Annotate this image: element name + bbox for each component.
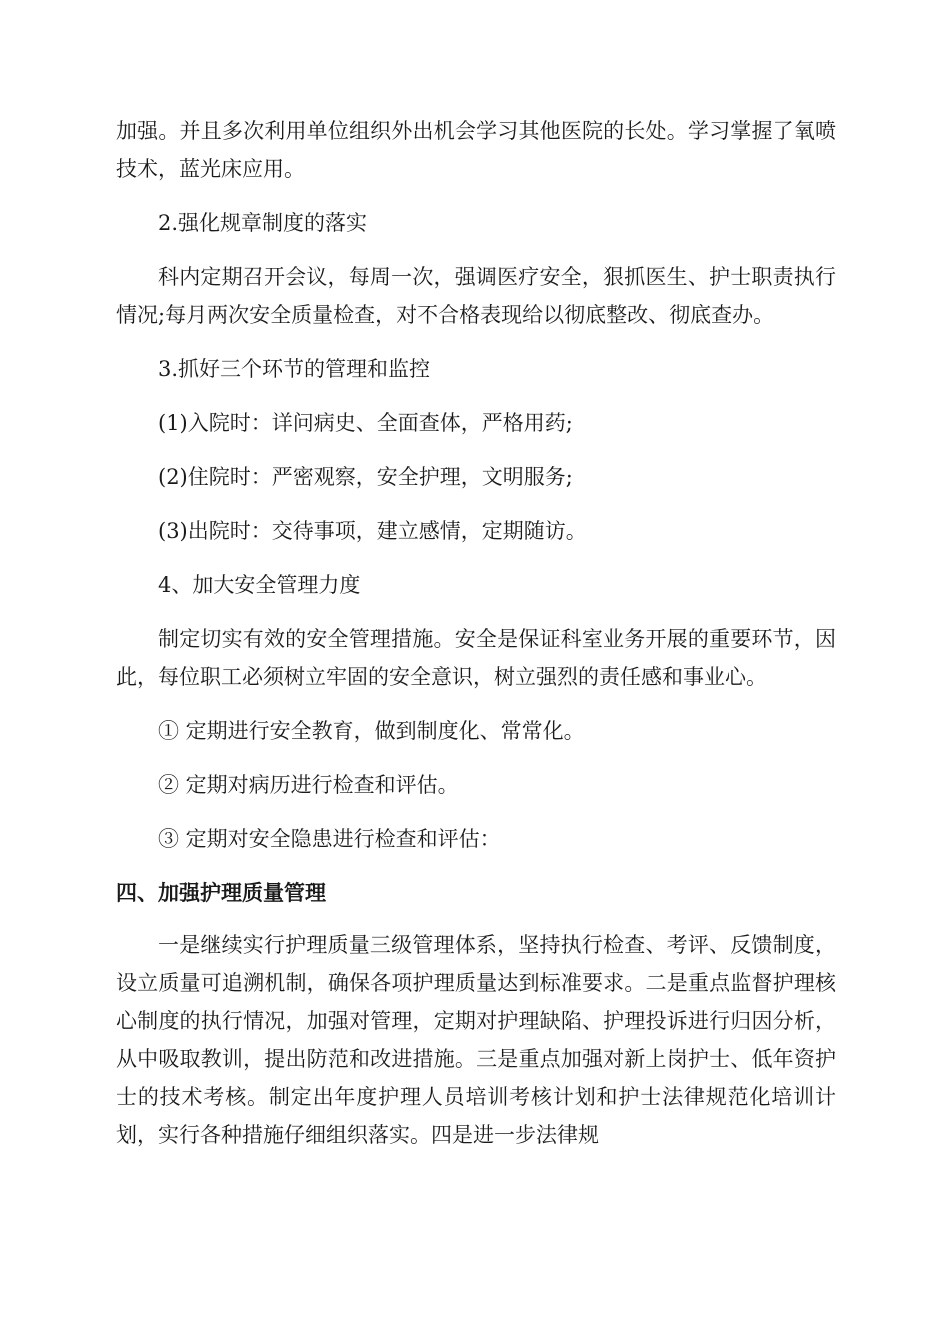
document-body [116, 112, 836, 1170]
subheading-safety: 4、加大安全管理力度 [158, 573, 361, 597]
list-item-education: ① 定期进行安全教育，做到制度化、常常化。 [158, 719, 585, 743]
paragraph-safety-measures: 制定切实有效的安全管理措施。安全是保证科室业务开展的重要环节，因此，每位职工必须树立牢固的安全意识，树立强烈的责任感和事业心。 [116, 627, 836, 689]
paragraph-nursing-quality: 一是继续实行护理质量三级管理体系，坚持执行检查、考评、反馈制度，设立质量可追溯机制，确保各项护理质量达到标准要求。二是重点监督护理核心制度的执行情况，加强对管理，定期对护理缺陷、护理投诉进行归因分析，从中吸取教训，提出防范和改进措施。三是重点加强对新上岗护士、低年资护士的技术考核。制定出年度护理人员培训考核计划和护士法律规范化培训计划，实行各种措施仔细组织落实。四是进一步法律规 [116, 933, 836, 1147]
list-item-admission: (1)入院时：详问病史、全面查体，严格用药; [158, 411, 573, 435]
list-item-hospitalization: (2)住院时：严密观察，安全护理，文明服务; [158, 465, 573, 489]
paragraph-continuation: 加强。并且多次利用单位组织外出机会学习其他医院的长处。学习掌握了氧喷技术，蓝光床应用。 [116, 119, 836, 181]
subheading-rules: 2.强化规章制度的落实 [158, 211, 368, 235]
list-item-hazards: ③ 定期对安全隐患进行检查和评估： [158, 827, 501, 851]
list-item-records: ② 定期对病历进行检查和评估。 [158, 773, 459, 797]
paragraph-meetings: 科内定期召开会议，每周一次，强调医疗安全，狠抓医生、护士职责执行情况;每月两次安全质量检查，对不合格表现给以彻底整改、彻底查办。 [116, 265, 836, 327]
list-item-discharge: (3)出院时：交待事项，建立感情，定期随访。 [158, 519, 587, 543]
subheading-three-stages: 3.抓好三个环节的管理和监控 [158, 357, 431, 381]
section-heading-nursing-quality: 四、加强护理质量管理 [116, 881, 326, 905]
